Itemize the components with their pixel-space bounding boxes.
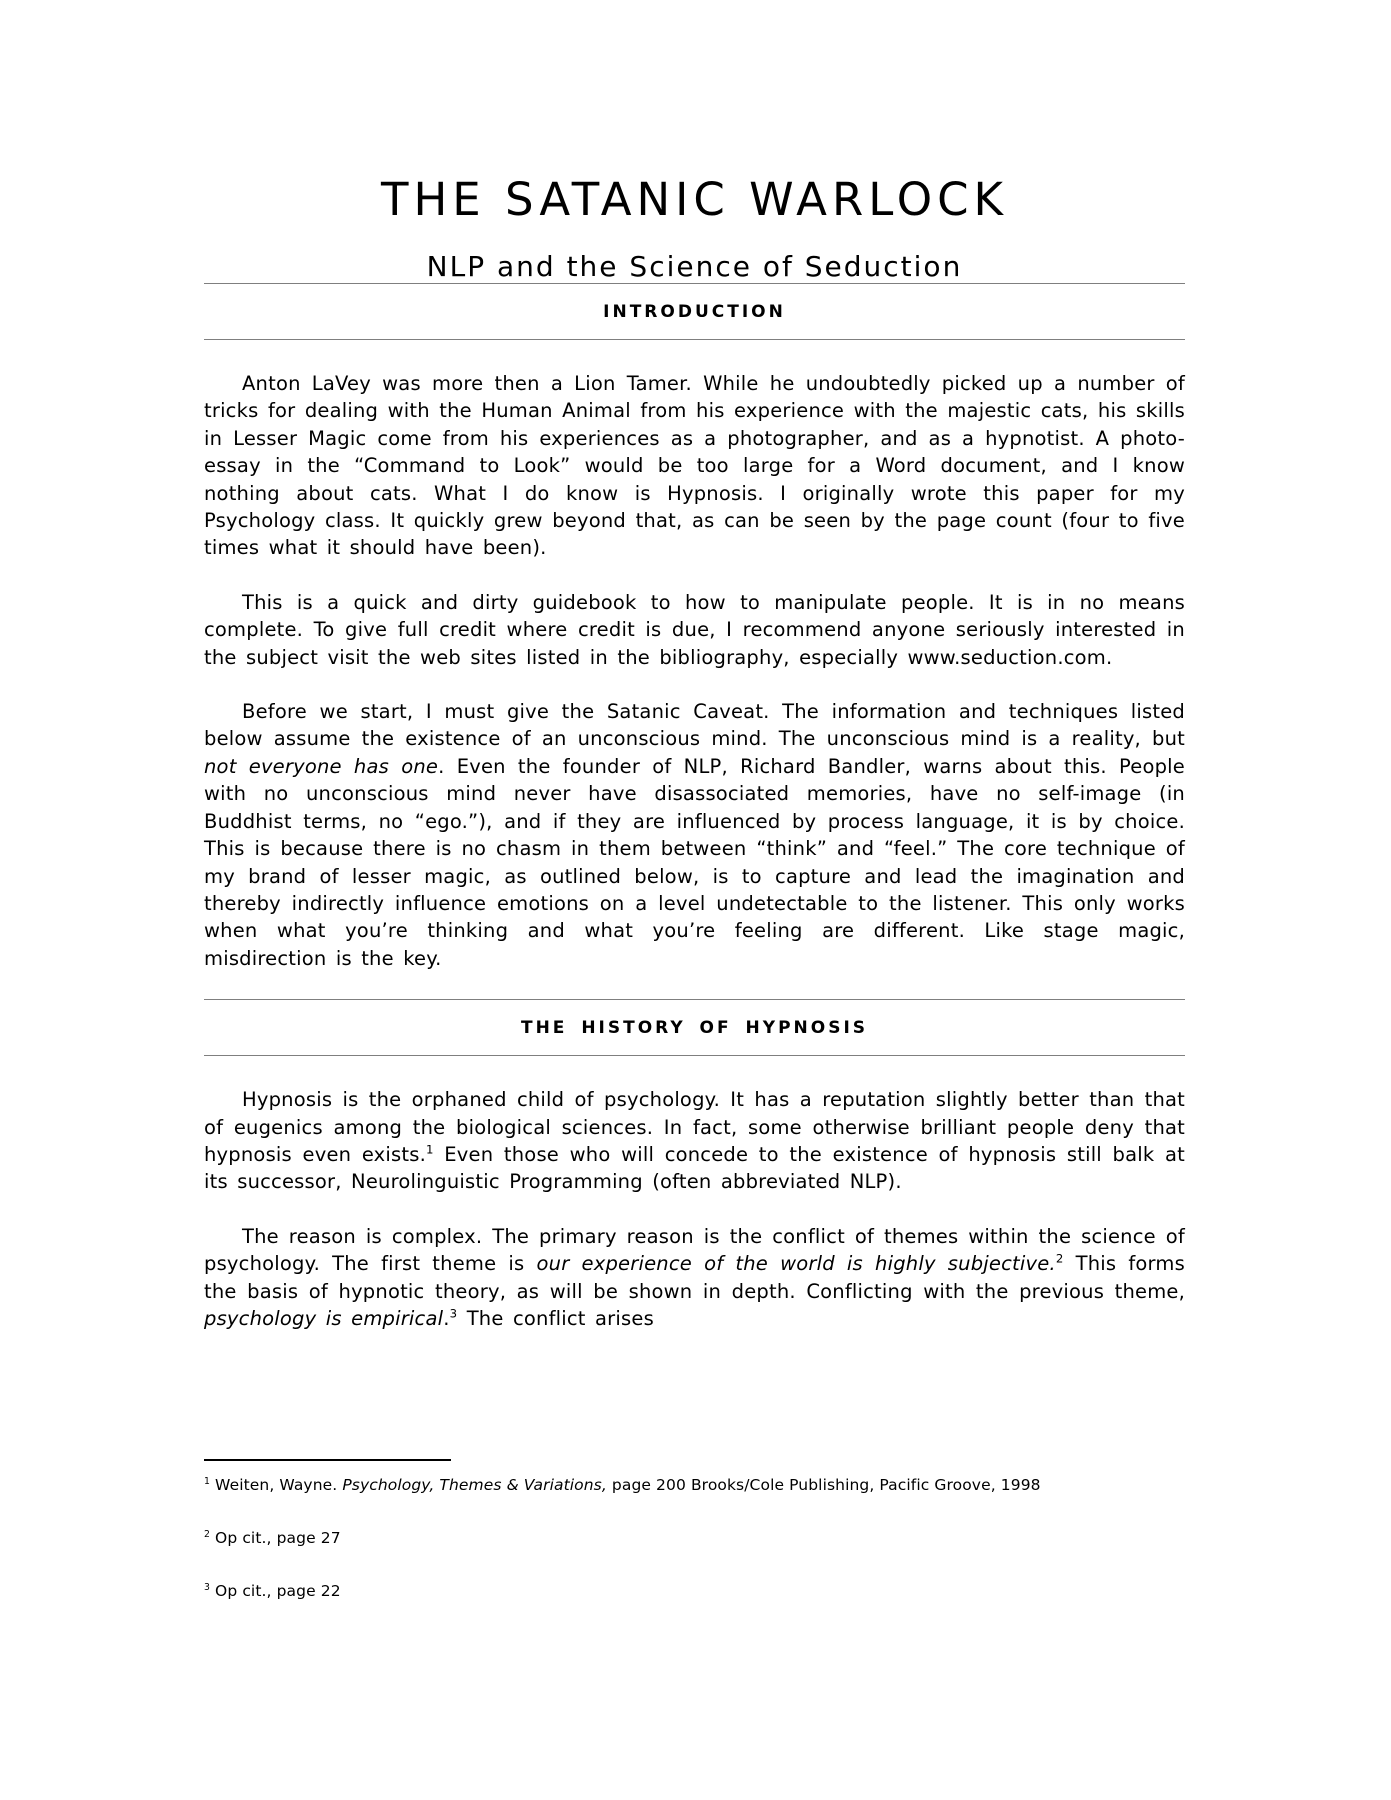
footnote: $^2$ Op cit., page 27 <box>204 1528 341 1547</box>
section-heading-history-of-hypnosis: THE HISTORY OF HYPNOSIS <box>520 1018 869 1039</box>
footnote-ref: 1 <box>426 1142 434 1157</box>
footnote-ref: 2 <box>1055 1251 1064 1266</box>
footnote-list <box>204 1475 1185 1601</box>
section-rule-bottom <box>204 1055 1185 1056</box>
paragraph: Hypnosis is the orphaned child of psychology. It has a reputation slightly better than that of eugenics among the biological sciences. In fact, some otherwise brilliant people deny that hypnosis even exists.$^1$ Even those who will concede to the existence of hypnosis still balk at its successor, Neurolinguistic Programming (often abbreviated NLP). <box>204 1088 1185 1194</box>
footnote-marker: 2 <box>204 1528 211 1540</box>
document-subtitle: NLP and the Science of Seduction <box>426 250 963 283</box>
footnote-ref: 3 <box>449 1306 458 1321</box>
footnote-marker: 3 <box>204 1581 211 1593</box>
paragraph: This is a quick and dirty guidebook to how to manipulate people. It is in no means complete. To give full credit where credit is due, I recommend anyone seriously interested in the subject visit the web sites listed in the bibliography, especially www.seduction.com. <box>204 590 1185 669</box>
paragraph: Anton LaVey was more then a Lion Tamer. While he undoubtedly picked up a number of tricks for dealing with the Human Animal from his experience with the majestic cats, his skills in Lesser Magic come from his experiences as a photographer, and as a hypnotist. A photo-essay in the “Command to Look” would be too large for a Word document, and I know nothing about cats. What I do know is Hypnosis. I originally wrote this paper for my Psychology class. It quickly grew beyond that, as can be seen by the page count (four to five times what it should have been). <box>204 372 1185 560</box>
section-heading-introduction: INTRODUCTION <box>603 302 786 322</box>
section-body-history-of-hypnosis <box>204 1086 1185 1332</box>
footnote-marker: 1 <box>204 1475 211 1487</box>
paragraph: Before we start, I must give the Satanic Caveat. The information and techniques listed below assume the existence of an unconscious mind. The unconscious mind is a reality, but not everyone has one. Even the founder of NLP, Richard Bandler, warns about this. People with no unconscious mind never have disassociated memories, have no self-image (in Buddhist terms, no “ego.”), and if they are influenced by process language, it is by choice. This is because there is no chasm in them between “think” and “feel.” The core technique of my brand of lesser magic, as outlined below, is to capture and lead the imagination and thereby indirectly influence emotions on a level undetectable to the listener. This only works when what you’re thinking and what you’re feeling are different. Like stage magic, misdirection is the key. <box>204 700 1185 970</box>
paragraph: The reason is complex. The primary reason is the conflict of themes within the science of psychology. The first theme is our experience of the world is highly subjective.$^2$ This forms the basis of hypnotic theory, as will be shown in depth. Conflicting with the previous theme, psychology is empirical.$^3$ The conflict arises <box>204 1224 1185 1330</box>
section-history-of-hypnosis <box>204 999 1185 1332</box>
footnote-separator <box>204 1459 451 1461</box>
document-title: THE SATANIC WARLOCK <box>380 173 1009 226</box>
footnotes-area <box>204 1459 1185 1634</box>
section-body-introduction <box>204 370 1185 972</box>
footnote: $^3$ Op cit., page 22 <box>204 1581 341 1600</box>
section-rule-top <box>204 999 1185 1000</box>
footnote: $^1$ Weiten, Wayne. Psychology, Themes & Variations, page 200 Brooks/Cole Publishing, Pacific Groove, 1998 <box>204 1475 1041 1494</box>
section-rule-bottom <box>204 339 1185 340</box>
section-introduction <box>204 283 1185 972</box>
section-rule-top <box>204 283 1185 284</box>
